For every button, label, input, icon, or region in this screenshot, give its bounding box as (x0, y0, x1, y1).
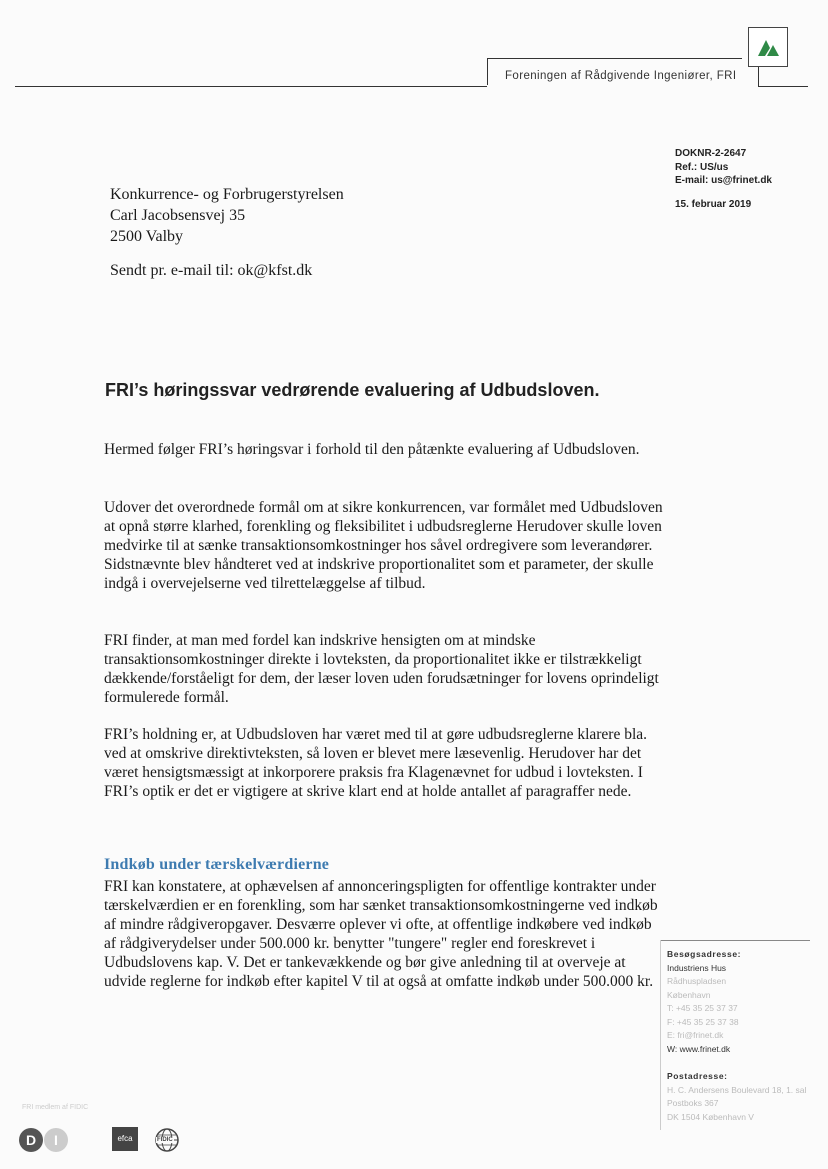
paragraph-purpose: Udover det overordnede formål om at sikre konkurrencen, var formålet med Udbudsloven at opnå større klarhed, forenkling og fleksibilitet i udbudsreglerne Herudover skulle loven medvirke til at sænke transaktionsomkostninger hos såvel ordregivere som leverandører. Sidstnævnte blev håndteret ved at indskrive proportionalitet som et parameter, der skulle indgå i overvejelserne ved tilrettelæggelse af tilbud. (104, 499, 663, 592)
sidebar-rule (660, 940, 810, 941)
recipient-address (110, 184, 344, 247)
post-line: H. C. Andersens Boulevard 18, 1. sal (667, 1084, 807, 1095)
visit-line: Industriens Hus (667, 962, 727, 973)
letter-title: FRI’s høringssvar vedrørende evaluering af Udbudsloven. (105, 380, 600, 400)
footer-logo-d-icon (18, 1127, 74, 1158)
footer-logo-efca (112, 1127, 138, 1151)
recipient-city: 2500 Valby (110, 228, 184, 245)
doc-ref: Ref.: US/us (675, 161, 729, 173)
header-rule-right (487, 58, 742, 59)
post-line: Postboks 367 (667, 1098, 719, 1108)
svg-text:D: D (25, 1132, 37, 1148)
visit-line: W: www.frinet.dk (667, 1043, 731, 1054)
section-text: FRI kan konstatere, at ophævelsen af annonceringspligten for offentlige kontrakter under tærskelværdien er en forenkling, som har sænket transaktionsomkostningerne ved indkøb af mindre rådgiveropgaver. Desværre oplever vi ofte, at offentlige indkøbere ved indkøb af rådgiverydelser under 500.000 kr. benytter "tungere" regler end foreskrevet i Udbudslovens kap. V. Det er tankevækkende og bør give anledning til at overveje at udvide reglerne for indkøb efter kapitel V til at også at omfatte indkøb under 500.000 kr. (104, 878, 658, 990)
visit-line: E: fri@frinet.dk (667, 1030, 724, 1040)
visit-heading: Besøgsadresse: (667, 949, 742, 959)
efca-text: efca (117, 1134, 133, 1143)
visit-line: København (667, 989, 711, 1000)
header-rule (15, 86, 487, 87)
post-heading: Postadresse: (667, 1071, 728, 1081)
paragraph-proportionality: FRI finder, at man med fordel kan indskrive hensigten om at mindske transaktionsomkostninger direkte i lovteksten, da proportionalitet ikke er tilstrækkeligt dækkende/forståeligt for dem, der læser loven uden forudsætninger for lovens oprindeligt formulerede formål. (104, 632, 659, 706)
post-line: DK 1504 København V (667, 1111, 754, 1122)
sidebar-vertical-rule (660, 940, 661, 1130)
section-heading: Indkøb under tærskelværdierne (104, 856, 330, 873)
recipient-street: Carl Jacobsensvej 35 (110, 207, 246, 224)
header-line-top-left (487, 58, 488, 85)
doc-number: DOKNR-2-2647 (675, 148, 747, 159)
footer-small-text: FRI medlem af FIDIC (22, 1104, 89, 1111)
paragraph-intro: Hermed følger FRI’s høringsvar i forhold til den påtænkte evaluering af Udbudsloven. (104, 441, 640, 458)
paragraph-position: FRI’s holdning er, at Udbudsloven har været med til at gøre udbudsreglerne klarere bla. ved at omskrive direktivteksten, så loven er blevet mere læsevenlig. Herudover har det været hensigtsmæssigt at inkorporere praksis fra Klagenævnet for udbud i lovteksten. I FRI’s optik er det er vigtigere at skrive klart end at holde antallet af paragraffer nede. (104, 726, 648, 800)
svg-text:I: I (54, 1132, 58, 1148)
document-meta (675, 147, 772, 188)
header-organization: Foreningen af Rådgivende Ingeniører, FRI (505, 70, 737, 82)
header-line-right (758, 65, 759, 87)
header-rule-right2 (758, 86, 808, 87)
footer-logo-fidic-icon (150, 1127, 184, 1158)
doc-email[interactable]: E-mail: us@frinet.dk (675, 175, 772, 186)
fidic-text: FIDIC (157, 1137, 173, 1143)
visit-line: F: +45 35 25 37 38 (667, 1016, 739, 1027)
visit-line: Rådhuspladsen (667, 976, 727, 986)
visit-address (667, 948, 741, 1056)
fri-logo-icon (748, 27, 788, 67)
doc-date: 15. februar 2019 (675, 199, 752, 210)
recipient-name: Konkurrence- og Forbrugerstyrelsen (110, 186, 344, 203)
visit-line: T: +45 35 25 37 37 (667, 1003, 738, 1013)
post-address (667, 1070, 806, 1124)
sent-line: Sendt pr. e-mail til: ok@kfst.dk (110, 262, 313, 279)
